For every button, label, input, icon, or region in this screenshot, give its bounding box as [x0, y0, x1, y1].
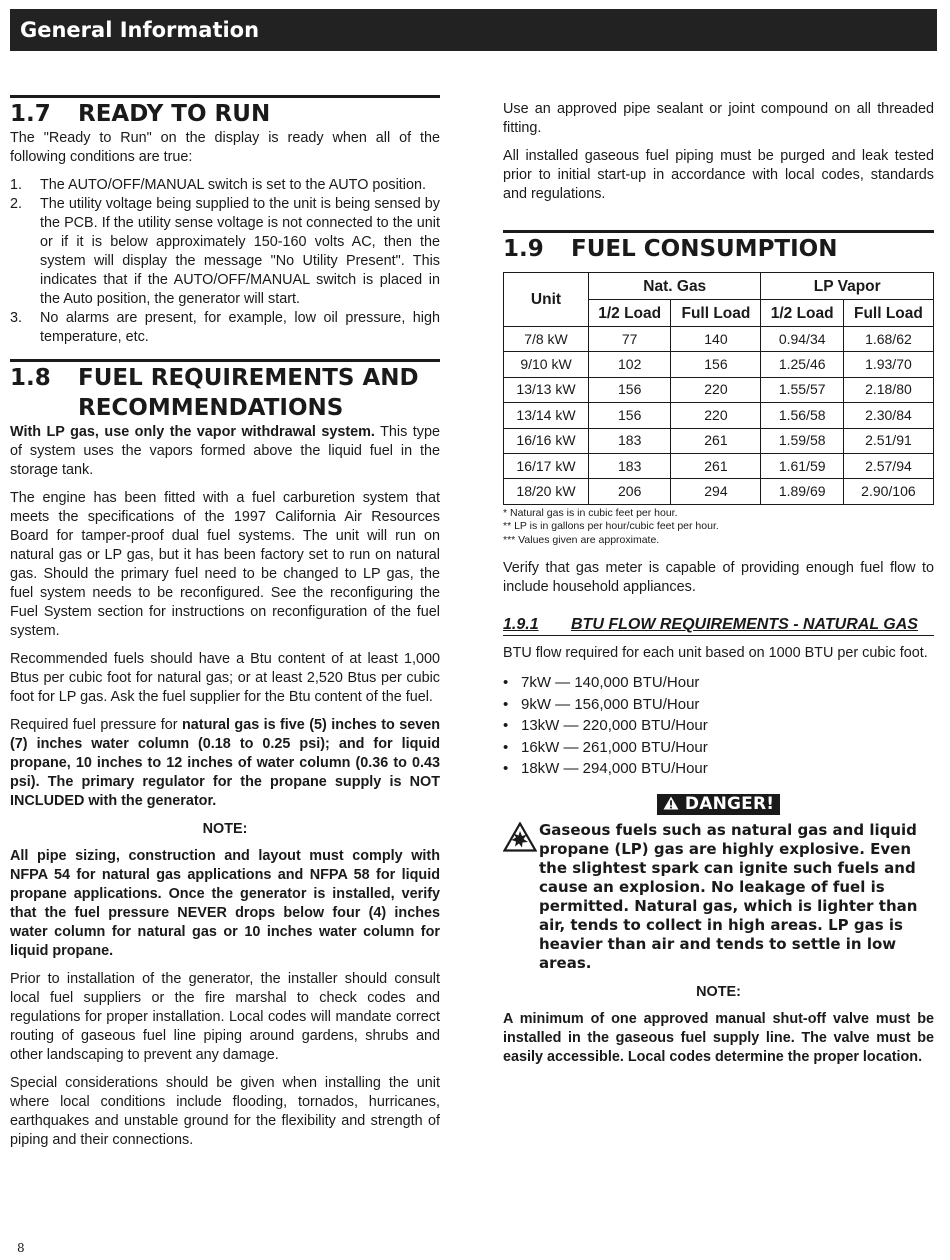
ready-intro: The "Ready to Run" on the display is ready when all of the following conditions are true:: [10, 130, 440, 165]
note-label: NOTE:: [696, 983, 741, 1000]
fuel-consumption-table: [503, 272, 934, 505]
section-title: BTU FLOW REQUIREMENTS - NATURAL GAS: [571, 616, 918, 634]
gas-meter-paragraph: Verify that gas meter is capable of providing enough fuel flow to include household appliances.: [503, 560, 934, 596]
table-footnotes: * Natural gas is in cubic feet per hour. ** LP is in gallons per hour/cubic feet per hour. *** Values given are approximate.: [503, 506, 719, 546]
list-item: 3. No alarms are present, for example, low oil pressure, high temperature, etc.: [10, 310, 440, 345]
btu-content-paragraph: Recommended fuels should have a Btu content of at least 1,000 Btus per cubic foot for natural gas; or at least 2,520 Btus per cubic foot for LP gas. Ask the fuel supplier for the Btu content of the fuel.: [10, 651, 440, 705]
bullet-icon: •: [503, 717, 509, 735]
danger-label-wrap: [503, 794, 934, 815]
section-1-9-heading: [503, 230, 934, 264]
column-header: Full Load: [843, 300, 933, 327]
section-title: READY TO RUN: [78, 101, 271, 127]
table-row: 16/17 kW 183 261 1.61/59 2.57/94: [504, 453, 934, 478]
danger-text: Gaseous fuels such as natural gas and liquid propane (LP) gas are highly explosive. Even the slightest spark can ignite such fuels and cause an explosion. No leakage of fuel is permitted. Natural gas, which is lighter than air, tends to collect in high areas. LP gas is heavier than air and tends to settle in low areas.: [539, 820, 918, 972]
btu-flow-list: [503, 672, 934, 780]
fuel-pressure-paragraph: Required fuel pressure for natural gas is five (5) inches to seven (7) inches water column (0.18 to 0.25 psi); and for liquid propane, 10 inches to 12 inches of water column (0.36 to 0.43 psi). The primary regulator for the propane supply is NOT INCLUDED with the generator.: [10, 717, 440, 809]
unit-header: Unit: [504, 273, 589, 327]
section-number: 1.7: [10, 101, 51, 127]
table-row: 13/14 kW 156 220 1.56/58 2.30/84: [504, 403, 934, 428]
list-item: • 16kW — 261,000 BTU/Hour: [503, 737, 934, 759]
column-header: 1/2 Load: [761, 300, 843, 327]
left-column: [10, 95, 440, 1159]
section-number: 1.8: [10, 365, 51, 391]
list-item: • 13kW — 220,000 BTU/Hour: [503, 715, 934, 737]
section-title: FUEL REQUIREMENTS AND RECOMMENDATIONS: [78, 365, 419, 421]
table-row: 18/20 kW 206 294 1.89/69 2.90/106: [504, 479, 934, 504]
lp-vapor-paragraph: With LP gas, use only the vapor withdrawal system. This type of system uses the vapors formed above the liquid fuel in the storage tank.: [10, 424, 441, 478]
column-header: Full Load: [671, 300, 761, 327]
table-header-row: [504, 273, 934, 300]
danger-block: [503, 821, 934, 973]
right-column: [503, 100, 934, 1076]
lp-vapor-header: LP Vapor: [761, 273, 934, 300]
shutoff-valve-note: A minimum of one approved manual shut-off valve must be installed in the gaseous fuel supply line. The valve must be easily accessible. Local codes determine the proper location.: [503, 1010, 934, 1065]
table-row: 9/10 kW 102 156 1.25/46 1.93/70: [504, 352, 934, 377]
purge-paragraph: All installed gaseous fuel piping must be purged and leak tested prior to initial start-up in accordance with local codes, standards and regulations.: [503, 148, 934, 202]
installer-paragraph: Prior to installation of the generator, the installer should consult local fuel suppliers or the fire marshal to check codes and regulations for proper installation. Local codes will mandate correct routing of gaseous fuel line piping around gardens, shrubs and other landscaping to prevent any damage.: [10, 971, 440, 1063]
section-1-7-heading: [10, 95, 440, 129]
list-item: • 18kW — 294,000 BTU/Hour: [503, 758, 934, 780]
warning-triangle-icon: [663, 796, 679, 810]
bullet-icon: •: [503, 738, 509, 756]
list-item: • 7kW — 140,000 BTU/Hour: [503, 672, 934, 694]
note-label: NOTE:: [202, 821, 248, 837]
explosion-hazard-icon: [503, 821, 539, 973]
table-row: 16/16 kW 183 261 1.59/58 2.51/91: [504, 428, 934, 453]
section-1-8-heading: [10, 359, 440, 423]
sealant-paragraph: Use an approved pipe sealant or joint compound on all threaded fitting.: [503, 101, 934, 136]
special-considerations-paragraph: Special considerations should be given when installing the unit where local conditions include flooding, tornados, hurricanes, earthquakes and unstable ground for the flexibility and strength of piping and their connections.: [10, 1075, 440, 1148]
btu-flow-intro: BTU flow required for each unit based on 1000 BTU per cubic foot.: [503, 645, 928, 662]
nat-gas-header: Nat. Gas: [589, 273, 761, 300]
bullet-icon: •: [503, 760, 509, 778]
list-item: 1. The AUTO/OFF/MANUAL switch is set to the AUTO position.: [10, 177, 427, 193]
carburetion-paragraph: The engine has been fitted with a fuel carburetion system that meets the specifications of the 1997 California Air Resources Board for tamper-proof dual fuel systems. The unit will run on natural gas or LP gas, but it has been factory set to run on natural gas. Should the primary fuel need to be changed to LP gas, the fuel system needs to be reconfigured. See the reconfiguring the Fuel System section for instructions on reconfiguration of the fuel system.: [10, 490, 440, 639]
section-1-9-1-heading: [503, 615, 934, 636]
column-header: 1/2 Load: [589, 300, 671, 327]
page-header: General Information: [10, 9, 937, 51]
list-item: • 9kW — 156,000 BTU/Hour: [503, 694, 934, 716]
bullet-icon: •: [503, 695, 509, 713]
bullet-icon: •: [503, 674, 509, 692]
pipe-sizing-note: All pipe sizing, construction and layout must comply with NFPA 54 for natural gas applications and NFPA 58 for liquid propane applications. Once the generator is installed, verify that the fuel pressure NEVER drops below four (4) inches water column for natural gas or 10 inches water column for liquid propane.: [10, 848, 440, 959]
table-row: 13/13 kW 156 220 1.55/57 2.18/80: [504, 377, 934, 402]
list-item: 2. The utility voltage being supplied to the unit is being sensed by the PCB. If the utility sense voltage is not connected to the unit or if it is below approximately 150-160 volts AC, then the system will display the message "No Utility Present". This indicates that if the AUTO/OFF/MANUAL switch is placed in the Auto position, the generator will start.: [10, 196, 440, 307]
section-number: 1.9.1: [503, 616, 539, 634]
ready-conditions-list: [10, 176, 440, 347]
section-title: FUEL CONSUMPTION: [571, 236, 838, 262]
danger-badge: DANGER!: [657, 794, 780, 815]
section-number: 1.9: [503, 236, 544, 262]
page-number: 8: [17, 1241, 25, 1255]
table-row: 7/8 kW 77 140 0.94/34 1.68/62: [504, 327, 934, 352]
